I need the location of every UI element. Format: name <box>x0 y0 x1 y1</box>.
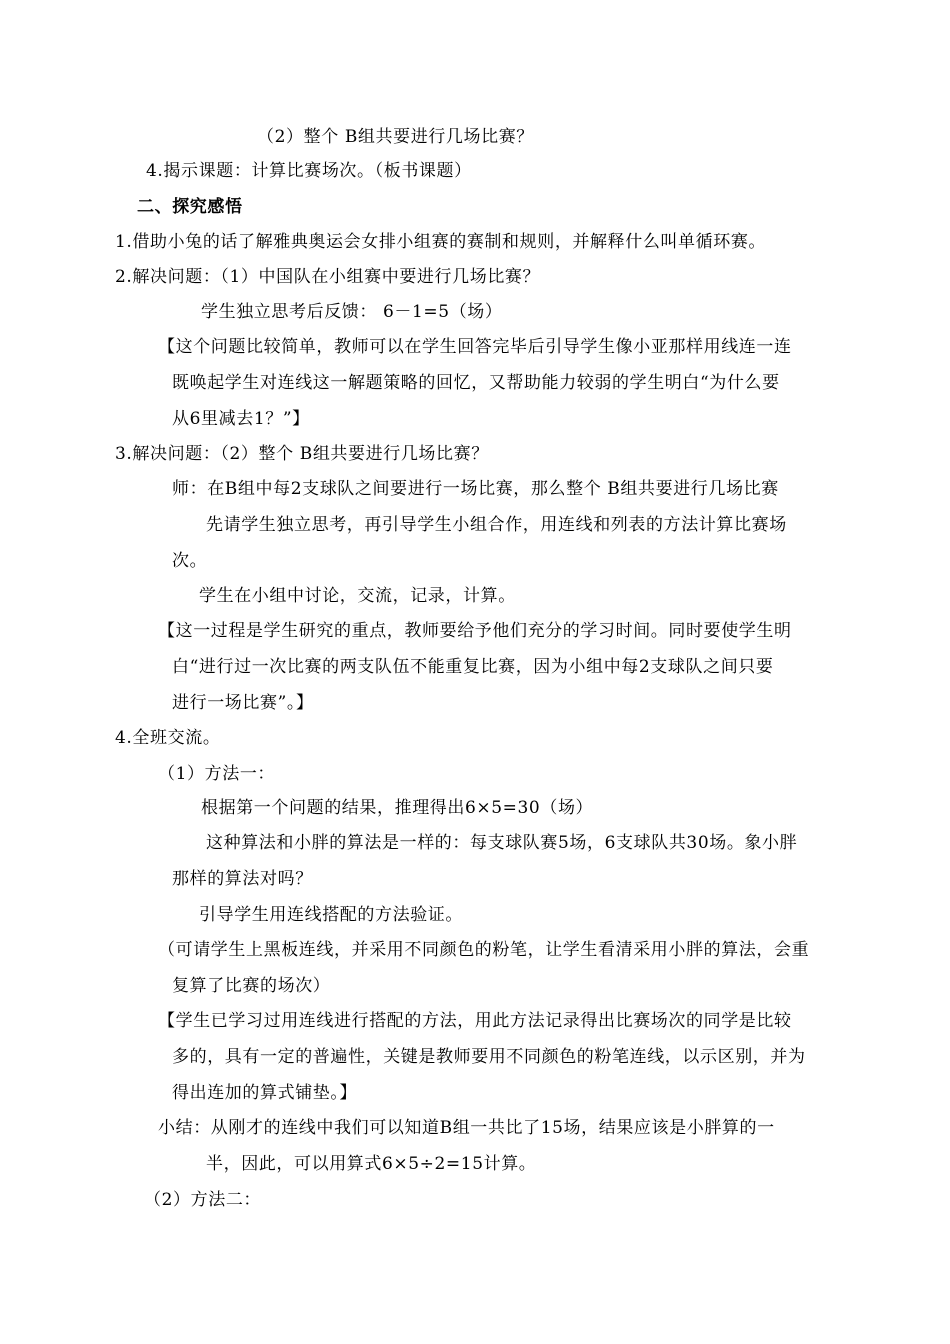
text-line: （2）整个 B组共要进行几场比赛？ <box>257 127 534 147</box>
text-line: 进行一场比赛”。】 <box>172 693 314 713</box>
text-line: 小结：从刚才的连线中我们可以知道B组一共比了15场，结果应该是小胖算的一 <box>158 1118 775 1138</box>
text-line: 半，因此，可以用算式6×5÷2=15计算。 <box>206 1154 537 1174</box>
text-line: 引导学生用连线搭配的方法验证。 <box>199 905 463 925</box>
text-line: 复算了比赛的场次） <box>172 976 331 996</box>
text-line: 2.解决问题：（1）中国队在小组赛中要进行几场比赛？ <box>115 267 541 287</box>
text-line: 3.解决问题：（2）整个 B组共要进行几场比赛？ <box>115 444 489 464</box>
text-line: 师：在B组中每2支球队之间要进行一场比赛，那么整个 B组共要进行几场比赛 <box>172 479 779 499</box>
text-line: （可请学生上黑板连线，并采用不同颜色的粉笔，让学生看清采用小胖的算法，会重 <box>158 940 810 960</box>
text-line: 得出连加的算式铺垫。】 <box>172 1083 358 1103</box>
text-line: 那样的算法对吗？ <box>172 869 313 889</box>
text-line: 【学生已学习过用连线进行搭配的方法，用此方法记录得出比赛场次的同学是比较 <box>158 1011 792 1031</box>
text-line: 【这个问题比较简单，教师可以在学生回答完毕后引导学生像小亚那样用线连一连 <box>158 337 792 357</box>
text-line: 这种算法和小胖的算法是一样的：每支球队赛5场，6支球队共30场。象小胖 <box>206 833 798 853</box>
text-line: 1.借助小兔的话了解雅典奥运会女排小组赛的赛制和规则，并解释什么叫单循环赛。 <box>115 232 767 252</box>
text-line: 白“进行过一次比赛的两支队伍不能重复比赛，因为小组中每2支球队之间只要 <box>172 657 774 677</box>
text-line: 根据第一个问题的结果，推理得出6×5=30（场） <box>201 798 594 818</box>
text-line: 多的，具有一定的普遍性，关键是教师要用不同颜色的粉笔连线，以示区别，并为 <box>172 1047 806 1067</box>
text-line: （2）方法二： <box>144 1190 262 1210</box>
text-line: 既唤起学生对连线这一解题策略的回忆，又帮助能力较弱的学生明白“为什么要 <box>172 373 780 393</box>
text-line: 4.揭示课题：计算比赛场次。（板书课题） <box>146 161 472 181</box>
text-line: 学生独立思考后反馈： 6－1=5（场） <box>201 302 503 322</box>
section-heading: 二、探究感悟 <box>137 197 243 217</box>
text-line: 从6里减去1？”】 <box>172 409 310 429</box>
text-line: 4.全班交流。 <box>115 728 221 748</box>
text-line: （1）方法一： <box>158 764 276 784</box>
text-line: 学生在小组中讨论，交流，记录，计算。 <box>199 586 516 606</box>
text-line: 次。 <box>172 551 208 571</box>
text-line: 【这一过程是学生研究的重点，教师要给予他们充分的学习时间。同时要使学生明 <box>158 621 792 641</box>
text-line: 先请学生独立思考，再引导学生小组合作，用连线和列表的方法计算比赛场 <box>206 515 787 535</box>
